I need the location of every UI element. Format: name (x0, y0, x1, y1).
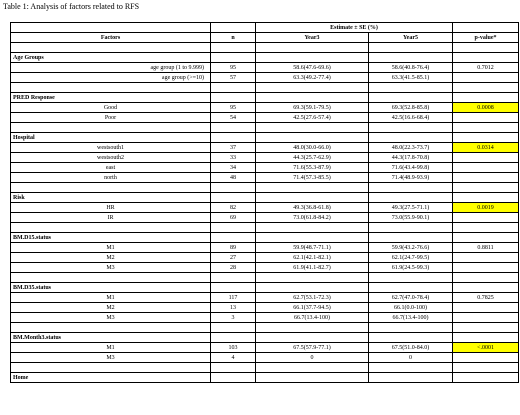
year5-value: 42.5(16.6-68.4) (369, 113, 453, 123)
section-row (11, 373, 519, 383)
pvalue: 0.7825 (453, 293, 519, 303)
year3-value: 63.3(49.2-77.4) (256, 73, 369, 83)
empty-cell (453, 183, 519, 193)
factor-label: M1 (11, 243, 211, 253)
section-row (11, 53, 519, 63)
empty-cell (256, 83, 369, 93)
empty-cell (453, 133, 519, 143)
table-row (11, 73, 519, 83)
n-value: 103 (211, 343, 256, 353)
factor-label: westsouth1 (11, 143, 211, 153)
pvalue: 0.7012 (453, 63, 519, 73)
factor-label: M3 (11, 353, 211, 363)
factor-label: M2 (11, 253, 211, 263)
n-value: 48 (211, 173, 256, 183)
empty-cell (211, 233, 256, 243)
year3-value: 59.9(48.7-71.1) (256, 243, 369, 253)
empty-cell (453, 83, 519, 93)
table-row (11, 263, 519, 273)
empty-cell (211, 183, 256, 193)
year5-value: 48.0(22.3-73.7) (369, 143, 453, 153)
section-row (11, 283, 519, 293)
section-title: Age Groups (11, 53, 211, 63)
empty-cell (453, 53, 519, 63)
empty-cell (211, 333, 256, 343)
year5-value: 0 (369, 353, 453, 363)
rfs-analysis-table (10, 22, 519, 383)
empty-cell (211, 133, 256, 143)
empty-cell (211, 363, 256, 373)
year3-value: 66.1(37.7-94.5) (256, 303, 369, 313)
empty-cell (256, 223, 369, 233)
n-value: 27 (211, 253, 256, 263)
year3-value: 66.7(13.4-100) (256, 313, 369, 323)
year3-value: 42.5(27.6-57.4) (256, 113, 369, 123)
empty-cell (369, 83, 453, 93)
empty-cell (256, 93, 369, 103)
empty-cell (369, 183, 453, 193)
empty-cell (369, 53, 453, 63)
header-empty (453, 23, 519, 33)
empty-cell (11, 183, 211, 193)
empty-cell (11, 223, 211, 233)
pvalue (453, 353, 519, 363)
n-value: 82 (211, 203, 256, 213)
n-value: 117 (211, 293, 256, 303)
empty-cell (256, 183, 369, 193)
pvalue (453, 213, 519, 223)
empty-cell (256, 373, 369, 383)
empty-cell (369, 93, 453, 103)
factor-label: HR (11, 203, 211, 213)
n-value: 95 (211, 103, 256, 113)
empty-cell (453, 43, 519, 53)
year5-value: 62.1(24.7-99.5) (369, 253, 453, 263)
year3-value: 62.1(42.1-82.1) (256, 253, 369, 263)
n-value: 3 (211, 313, 256, 323)
table-row (11, 143, 519, 153)
year5-value: 61.9(24.5-99.3) (369, 263, 453, 273)
year5-value: 71.4(48.9-93.9) (369, 173, 453, 183)
factor-label: Good (11, 103, 211, 113)
year5-value: 63.3(41.5-85.1) (369, 73, 453, 83)
year3-value: 71.4(57.3-85.5) (256, 173, 369, 183)
factor-label: M1 (11, 343, 211, 353)
empty-cell (11, 363, 211, 373)
empty-cell (256, 333, 369, 343)
empty-cell (211, 83, 256, 93)
year5-value: 66.1(0.0-100) (369, 303, 453, 313)
empty-cell (256, 193, 369, 203)
section-row (11, 233, 519, 243)
section-title: BM.D35.status (11, 283, 211, 293)
pvalue (453, 163, 519, 173)
empty-cell (211, 123, 256, 133)
empty-cell (256, 43, 369, 53)
spacer-row (11, 183, 519, 193)
pvalue: 0.0019 (453, 203, 519, 213)
pvalue: 0.8811 (453, 243, 519, 253)
n-value: 4 (211, 353, 256, 363)
table-row (11, 153, 519, 163)
section-row (11, 133, 519, 143)
n-value: 37 (211, 143, 256, 153)
pvalue: <.0001 (453, 343, 519, 353)
empty-cell (453, 233, 519, 243)
section-row (11, 193, 519, 203)
section-title: Home (11, 373, 211, 383)
empty-cell (369, 363, 453, 373)
table-row (11, 313, 519, 323)
empty-cell (453, 283, 519, 293)
year3-value: 58.6(47.6-69.6) (256, 63, 369, 73)
empty-cell (453, 273, 519, 283)
pvalue: 0.0314 (453, 143, 519, 153)
section-title: Hospital (11, 133, 211, 143)
empty-cell (453, 223, 519, 233)
factor-label: M3 (11, 263, 211, 273)
spacer-row (11, 273, 519, 283)
empty-cell (256, 273, 369, 283)
empty-cell (256, 363, 369, 373)
year5-value: 69.3(52.8-85.8) (369, 103, 453, 113)
factor-label: westsouth2 (11, 153, 211, 163)
section-row (11, 333, 519, 343)
spacer-row (11, 43, 519, 53)
pvalue: 0.0008 (453, 103, 519, 113)
pvalue (453, 113, 519, 123)
table-row (11, 63, 519, 73)
year5-value: 67.5(51.0-84.0) (369, 343, 453, 353)
factor-label: Poor (11, 113, 211, 123)
table-row (11, 173, 519, 183)
factor-label: M2 (11, 303, 211, 313)
factor-label: east (11, 163, 211, 173)
header-empty (11, 23, 211, 33)
spacer-row (11, 83, 519, 93)
n-value: 54 (211, 113, 256, 123)
empty-cell (211, 373, 256, 383)
factor-label: M3 (11, 313, 211, 323)
empty-cell (211, 323, 256, 333)
empty-cell (256, 323, 369, 333)
empty-cell (453, 193, 519, 203)
empty-cell (369, 333, 453, 343)
year3-value: 73.0(61.8-84.2) (256, 213, 369, 223)
year3-value: 61.9(41.1-82.7) (256, 263, 369, 273)
header-year5: Year5 (369, 33, 453, 43)
empty-cell (453, 363, 519, 373)
year5-value: 71.6(43.4-99.8) (369, 163, 453, 173)
spacer-row (11, 323, 519, 333)
year3-value: 44.3(25.7-62.9) (256, 153, 369, 163)
pvalue (453, 253, 519, 263)
empty-cell (453, 123, 519, 133)
empty-cell (211, 93, 256, 103)
table-header (11, 23, 519, 43)
empty-cell (256, 123, 369, 133)
pvalue (453, 303, 519, 313)
empty-cell (211, 43, 256, 53)
empty-cell (453, 323, 519, 333)
factor-label: IR (11, 213, 211, 223)
table-row (11, 213, 519, 223)
n-value: 28 (211, 263, 256, 273)
year3-value: 48.0(30.0-66.0) (256, 143, 369, 153)
year3-value: 71.6(55.3-87.9) (256, 163, 369, 173)
table-row (11, 353, 519, 363)
header-pvalue: p-value* (453, 33, 519, 43)
empty-cell (369, 283, 453, 293)
empty-cell (211, 223, 256, 233)
empty-cell (11, 43, 211, 53)
empty-cell (369, 133, 453, 143)
n-value: 33 (211, 153, 256, 163)
table-row (11, 253, 519, 263)
factor-label: age group (1 to 9.999) (11, 63, 211, 73)
table-row (11, 163, 519, 173)
year5-value: 59.9(43.2-76.6) (369, 243, 453, 253)
year3-value: 69.3(59.1-79.5) (256, 103, 369, 113)
pvalue (453, 73, 519, 83)
year3-value: 67.5(57.9-77.1) (256, 343, 369, 353)
factor-label: M1 (11, 293, 211, 303)
year5-value: 49.3(27.5-71.1) (369, 203, 453, 213)
n-value: 34 (211, 163, 256, 173)
year3-value: 62.7(53.1-72.3) (256, 293, 369, 303)
year5-value: 66.7(13.4-100) (369, 313, 453, 323)
empty-cell (256, 233, 369, 243)
factor-label: age group (>=10) (11, 73, 211, 83)
spacer-row (11, 223, 519, 233)
empty-cell (211, 273, 256, 283)
table-row (11, 243, 519, 253)
empty-cell (256, 283, 369, 293)
empty-cell (453, 333, 519, 343)
section-title: PRED Response (11, 93, 211, 103)
table-row (11, 203, 519, 213)
empty-cell (11, 123, 211, 133)
empty-cell (369, 123, 453, 133)
empty-cell (369, 323, 453, 333)
table-row (11, 293, 519, 303)
pvalue (453, 313, 519, 323)
n-value: 89 (211, 243, 256, 253)
empty-cell (11, 83, 211, 93)
pvalue (453, 173, 519, 183)
table-caption: Table 1: Analysis of factors related to RFS (3, 2, 140, 11)
empty-cell (11, 273, 211, 283)
header-n: n (211, 33, 256, 43)
empty-cell (369, 193, 453, 203)
empty-cell (256, 53, 369, 63)
factor-label: north (11, 173, 211, 183)
empty-cell (453, 373, 519, 383)
n-value: 57 (211, 73, 256, 83)
year3-value: 0 (256, 353, 369, 363)
section-title: BM.Month3.status (11, 333, 211, 343)
spacer-row (11, 363, 519, 373)
year5-value: 58.6(40.8-76.4) (369, 63, 453, 73)
table-row (11, 303, 519, 313)
section-title: BM.D15.status (11, 233, 211, 243)
year5-value: 73.0(55.9-90.1) (369, 213, 453, 223)
n-value: 13 (211, 303, 256, 313)
pvalue (453, 263, 519, 273)
table-row (11, 113, 519, 123)
empty-cell (211, 53, 256, 63)
table-body (11, 43, 519, 383)
pvalue (453, 153, 519, 163)
year5-value: 44.3(17.8-70.8) (369, 153, 453, 163)
empty-cell (369, 223, 453, 233)
table-row (11, 103, 519, 113)
section-title: Risk (11, 193, 211, 203)
header-year3: Year3 (256, 33, 369, 43)
empty-cell (453, 93, 519, 103)
empty-cell (211, 193, 256, 203)
header-empty (211, 23, 256, 33)
header-factors: Factors (11, 33, 211, 43)
n-value: 95 (211, 63, 256, 73)
empty-cell (369, 273, 453, 283)
n-value: 69 (211, 213, 256, 223)
header-estimate: Estimate ± SE (%) (256, 23, 453, 33)
year5-value: 62.7(47.0-78.4) (369, 293, 453, 303)
section-row (11, 93, 519, 103)
empty-cell (369, 373, 453, 383)
year3-value: 49.3(36.8-61.8) (256, 203, 369, 213)
table-row (11, 343, 519, 353)
spacer-row (11, 123, 519, 133)
empty-cell (211, 283, 256, 293)
empty-cell (11, 323, 211, 333)
empty-cell (369, 233, 453, 243)
empty-cell (256, 133, 369, 143)
empty-cell (369, 43, 453, 53)
